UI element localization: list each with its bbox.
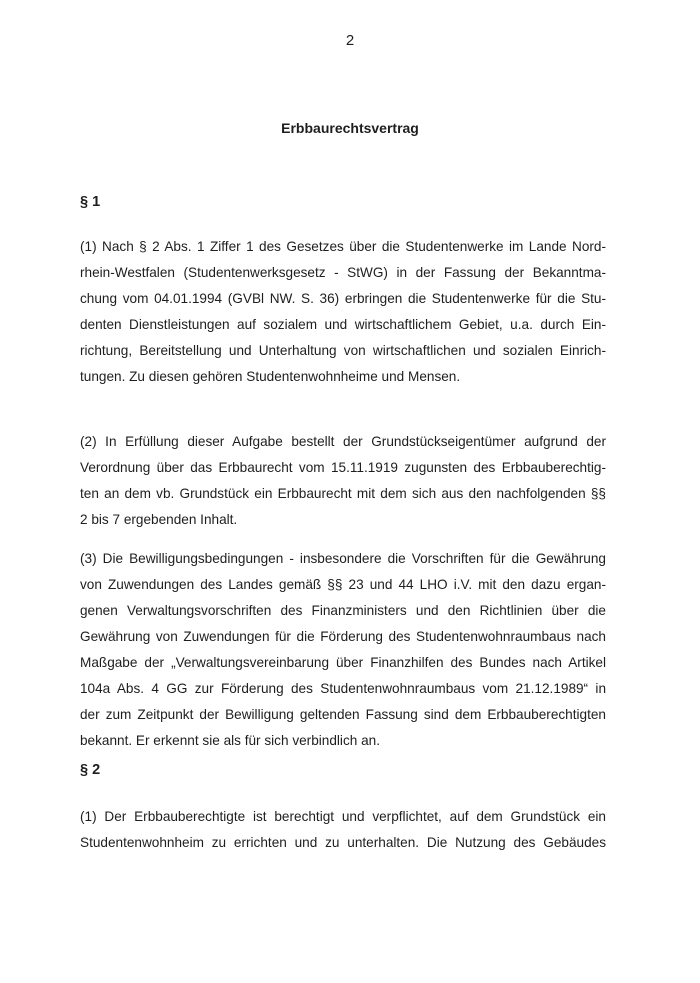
text-line: Gewährung von Zuwendungen für die Förderung des Studentenwohnraumbaus nach [80, 629, 606, 644]
text-line: chung vom 04.01.1994 (GVBl NW. S. 36) erbringen die Studentenwerke für die Stu- [80, 291, 606, 306]
text-line: (2) In Erfüllung dieser Aufgabe bestellt der Grundstückseigentümer aufgrund der [80, 434, 606, 449]
text-line: (3) Die Bewilligungsbedingungen - insbesondere die Vorschriften für die Gewährung [80, 551, 606, 566]
text-line: rhein-Westfalen (Studentenwerksgesetz - StWG) in der Fassung der Bekanntma- [80, 265, 606, 280]
text-line: der zum Zeitpunkt der Bewilligung geltenden Fassung sind dem Erbbauberechtigten [80, 707, 606, 722]
text-line: bekannt. Er erkennt sie als für sich verbindlich an. [80, 733, 380, 748]
text-line: Verordnung über das Erbbaurecht vom 15.11.1919 zugunsten des Erbbauberechtig- [80, 460, 606, 475]
section-heading-2: § 2 [80, 762, 101, 778]
paragraph-1-3 [80, 546, 606, 754]
text-line: ten an dem vb. Grundstück ein Erbbaurecht mit dem sich aus den nachfolgenden §§ [80, 486, 606, 501]
section-heading-1: § 1 [80, 194, 101, 210]
text-line: denten Dienstleistungen auf sozialem und wirtschaftlichem Gebiet, u.a. durch Ein- [80, 317, 606, 332]
page-number: 2 [345, 32, 355, 49]
text-line: Maßgabe der „Verwaltungsvereinbarung über Finanzhilfen des Bundes nach Artikel [80, 655, 606, 670]
paragraph-2-1 [80, 804, 606, 856]
paragraph-1-1 [80, 234, 606, 390]
text-line: (1) Der Erbbauberechtigte ist berechtigt und verpflichtet, auf dem Grundstück ein [80, 809, 606, 824]
text-line: (1) Nach § 2 Abs. 1 Ziffer 1 des Gesetzes über die Studentenwerke im Lande Nord- [80, 239, 606, 254]
text-line: genen Verwaltungsvorschriften des Finanzministers und den Richtlinien über die [80, 603, 606, 618]
paragraph-1-2 [80, 429, 606, 533]
text-line: Studentenwohnheim zu errichten und zu unterhalten. Die Nutzung des Gebäudes [80, 835, 606, 850]
text-line: 2 bis 7 ergebenden Inhalt. [80, 512, 238, 527]
text-line: tungen. Zu diesen gehören Studentenwohnheime und Mensen. [80, 369, 461, 384]
text-line: von Zuwendungen des Landes gemäß §§ 23 und 44 LHO i.V. mit den dazu ergan- [80, 577, 606, 592]
text-line: 104a Abs. 4 GG zur Förderung des Studentenwohnraumbaus vom 21.12.1989“ in [80, 681, 606, 696]
document-title: Erbbaurechtsvertrag [281, 120, 419, 136]
text-line: richtung, Bereitstellung und Unterhaltung von wirtschaftlichen und sozialen Einrich- [80, 343, 606, 358]
